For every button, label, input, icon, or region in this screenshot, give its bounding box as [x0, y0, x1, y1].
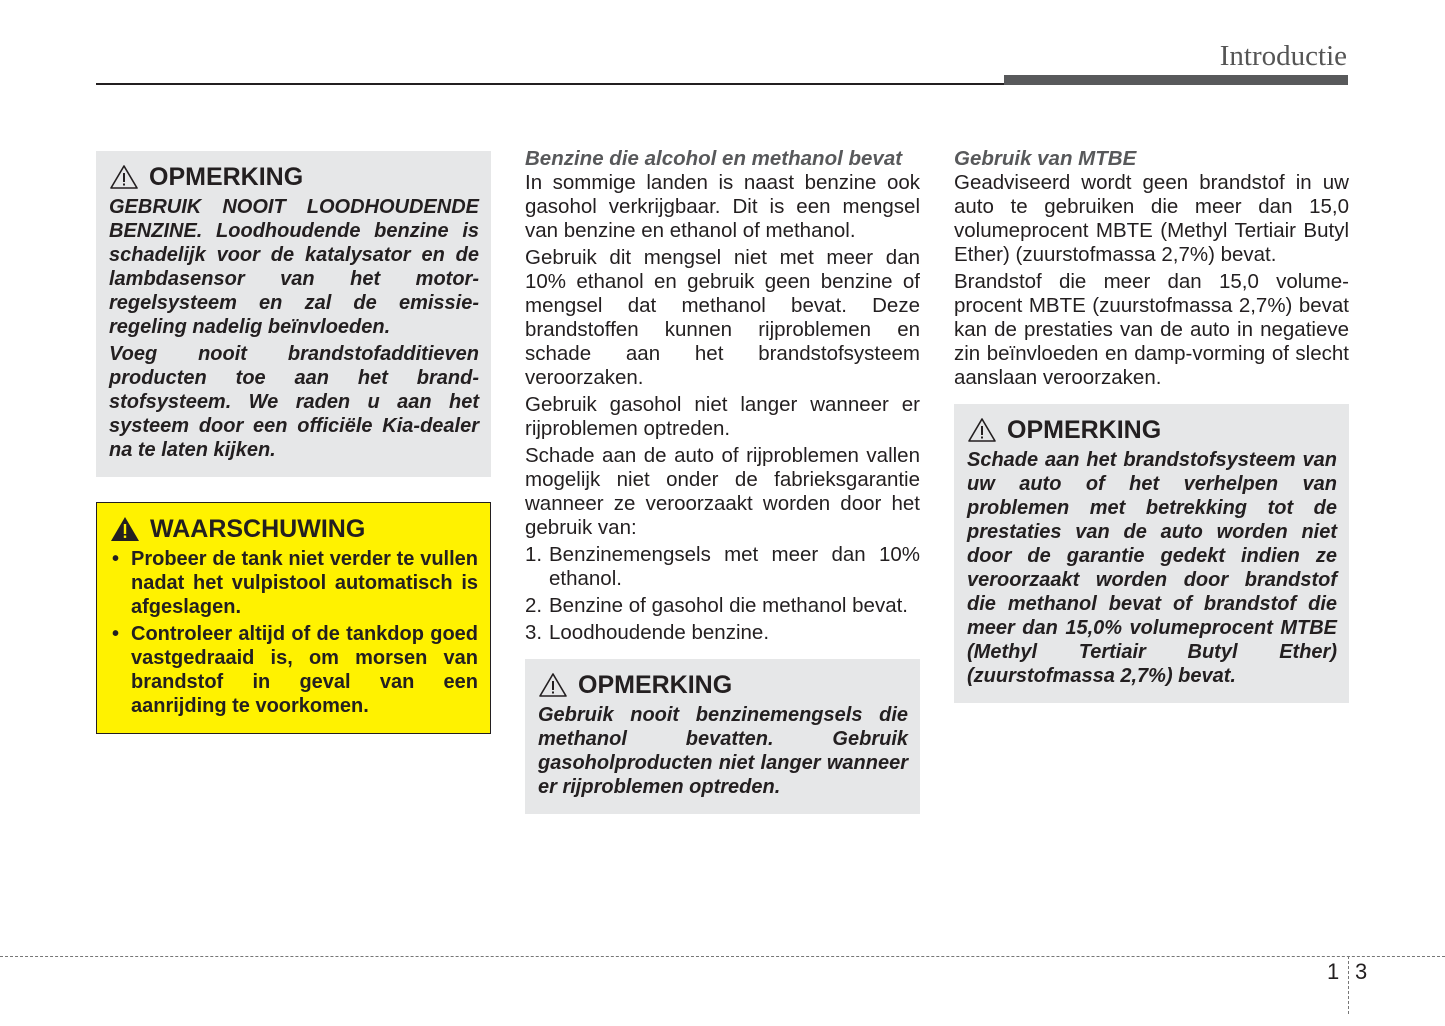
- warning-item: • Probeer de tank niet verder te vullen nadat het vulpistool automatisch is afgeslagen.: [110, 547, 478, 619]
- list-text: Benzinemengsels met meer dan 10% ethanol.: [549, 542, 920, 590]
- section-heading-alcohol: Benzine die alcohol en methanol bevat: [525, 147, 903, 170]
- note-title-text: OPMERKING: [149, 163, 304, 191]
- warning-item: • Controleer altijd of de tankdop goed vastgedraaid is, om morsen van brandstof in geval van een aanrijding te voorkomen.: [110, 622, 478, 718]
- warning-box-refuel: [96, 502, 491, 734]
- page-header-title: Introductie: [1219, 40, 1347, 72]
- note-box-lead-free: [96, 151, 491, 477]
- caution-triangle-icon: [538, 672, 568, 698]
- note-paragraph: GEBRUIK NOOIT LOODHOUDENDE BENZINE. Loodhoudende benzine is schadelijk voor de katalysator en de lambdasensor van het motor-regelsysteem en zal de emissie-regeling nadelig beïnvloeden.: [109, 196, 479, 338]
- note-paragraph: Gebruik nooit benzinemengsels die methanol bevatten. Gebruik gasoholproducten niet langer wanneer er rijproblemen optreden.: [538, 703, 908, 798]
- middle-column: [525, 147, 920, 814]
- note-paragraph: Voeg nooit brandstofadditieven producten toe aan het brand-stofsysteem. We raden u aan het systeem door een officiële Kia-dealer na te laten kijken.: [109, 343, 479, 461]
- header-accent-bar: [1004, 75, 1348, 85]
- list-item: [525, 621, 920, 645]
- list-number: 2.: [525, 593, 543, 617]
- section-heading-mtbe: Gebruik van MTBE: [954, 147, 1137, 170]
- chapter-number: 1: [1327, 959, 1340, 984]
- note-title: [538, 669, 908, 701]
- left-column: [96, 147, 491, 734]
- body-paragraph: Gebruik gasohol niet langer wanneer er rijproblemen optreden.: [525, 392, 920, 440]
- note-box-warranty: [954, 404, 1349, 703]
- warning-title: [110, 513, 478, 545]
- cause-list: [525, 543, 920, 645]
- note-box-methanol: [525, 659, 920, 814]
- note-paragraph: Schade aan het brandstofsysteem van uw auto of het verhelpen van problemen met betrekking tot de prestaties van de auto worden niet door de garantie gedekt indien ze veroorzaakt worden door brandstof die methanol bevat of brandstof die meer dan 15,0% volumeprocent MTBE (Methyl Tertiair Butyl Ether) (zuurstofmassa 2,7%) bevat.: [967, 448, 1337, 687]
- caution-triangle-icon: [109, 164, 139, 190]
- note-title: [967, 414, 1337, 446]
- list-item: [525, 543, 920, 591]
- list-number: 1.: [525, 542, 543, 566]
- note-title: [109, 161, 479, 193]
- page-number-separator: [1348, 956, 1349, 1014]
- footer-dashed-rule: [0, 956, 1445, 957]
- note-title-text: OPMERKING: [578, 670, 733, 699]
- list-text: Benzine of gasohol die methanol bevat.: [549, 593, 909, 617]
- list-number: 3.: [525, 620, 543, 644]
- warning-list: [110, 547, 478, 718]
- body-paragraph: Schade aan de auto of rijproblemen vallen mogelijk niet onder de fabrieksgarantie wanneer ze veroorzaakt worden door het gebruik van:: [525, 443, 920, 539]
- body-paragraph: Geadviseerd wordt geen brandstof in uw auto te gebruiken die meer dan 15,0 volumeprocent MBTE (Methyl Tertiair Butyl Ether) (zuurstofmassa 2,7%) bevat.: [954, 170, 1349, 266]
- warning-title-text: WAARSCHUWING: [150, 515, 366, 543]
- list-text: Loodhoudende benzine.: [549, 620, 770, 644]
- body-paragraph: Gebruik dit mengsel niet met meer dan 10% ethanol en gebruik geen benzine of mengsel dat methanol bevat. Deze brandstoffen kunnen rijproblemen en schade aan het brandstofsysteem veroorzaken.: [525, 245, 920, 389]
- caution-triangle-icon: [967, 417, 997, 443]
- body-paragraph: In sommige landen is naast benzine ook gasohol verkrijgbaar. Dit is een mengsel van benzine en ethanol of methanol.: [525, 170, 920, 242]
- body-paragraph: Brandstof die meer dan 15,0 volume-procent MBTE (zuurstofmassa 2,7%) bevat kan de prestaties van de auto in negatieve zin beïnvloeden en damp-vorming of slecht aanslaan veroorzaken.: [954, 269, 1349, 389]
- page-number: 3: [1355, 959, 1368, 984]
- warning-triangle-icon: [110, 516, 140, 542]
- list-item: [525, 594, 920, 618]
- right-column: [954, 147, 1349, 703]
- note-title-text: OPMERKING: [1007, 415, 1162, 444]
- header-rule: [96, 83, 1006, 85]
